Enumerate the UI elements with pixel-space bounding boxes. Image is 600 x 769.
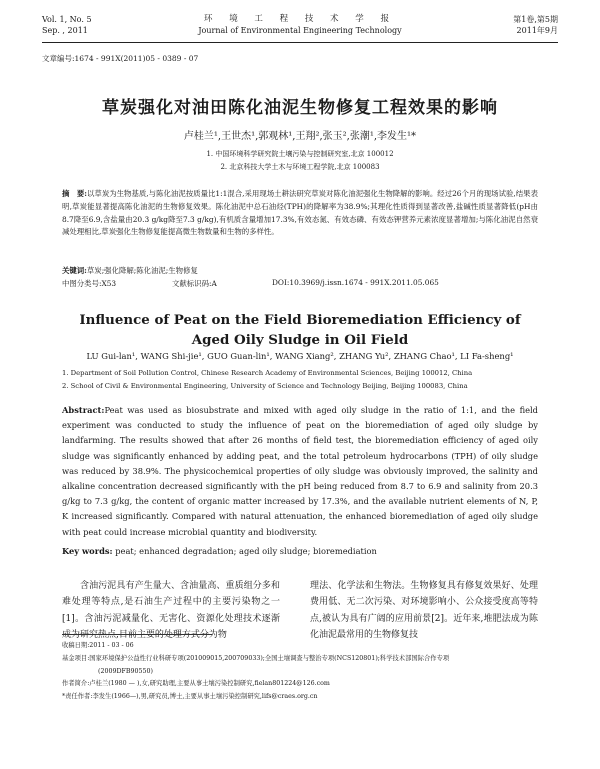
abstract-cn <box>62 188 538 239</box>
keywords-cn <box>62 265 538 276</box>
doi: DOI:10.3969/j.issn.1674 - 991X.2011.05.065 <box>272 278 439 287</box>
abstract-en-label: Abstract: <box>62 405 105 415</box>
body-column-right: 理法、化学法和生物法。生物修复具有修复效果好、处理费用低、无二次污染、对环境影响小、公众接受度高等特点,被认为具有广阔的应用前景[2]。近年来,堆肥法成为陈化油泥最常用的生物修复技 <box>310 581 538 641</box>
keywords-en <box>62 546 538 556</box>
header-date-cn: 2011年9月 <box>516 26 558 35</box>
page-title: 草炭强化对油田陈化油泥生物修复工程效果的影响 <box>102 98 498 117</box>
abstract-en-text: Peat was used as biosubstrate and mixed with aged oily sludge in the ratio of 1:1, and the field experiment was conducted to study the influence of peat on the bioremediation of aged oily sludge by landfarming. The results showed that after 26 months of field test, the bioremediation efficiency of aged oily sludge was significantly enhanced by adding peat, and the total petroleum hydrocarbons (TPH) of oily sludge was reduced by 38.9%. The physicochemical properties of oily sludge was obviously improved, the salinity and alkaline concentration decreased significantly with the pH being reduced from 8.7 to 6.9 and salinity from 20.3 g/kg to 7.3 g/kg, the content of organic matter increased by 17.3%, and the available nutrient elements of N, P, K increased significantly. Compared with natural attenuation, the enhanced bioremediation of aged oily sludge with peat could increase microbial quantity and biodiversity. <box>62 405 538 537</box>
affiliation-en-1: 1. Department of Soil Pollution Control, Chinese Research Academy of Environmental Sciences, Beijing 100012, China <box>62 369 473 377</box>
english-title-line-2: Aged Oily Sludge in Oil Field <box>191 332 409 348</box>
abstract-cn-text: 以草炭为生物基质,与陈化油泥按质量比1:1混合,采用现场土耕法研究草炭对陈化油泥强化生物降解的影响。经过26个月的现场试验,结果表明,草炭能显著提高陈化油泥的生物修复效果。陈化油泥中总石油烃(TPH)的降解率为38.9%;其理化性质得到显著改善,盐碱性质显著降低(pH由8.7降至6.9,含盐量由20.3 g/kg降至7.3 g/kg),有机质含量增加17.3%,有效态氮、有效态磷、有效态钾营养元素浓度显著增加;与陈化油泥自然衰减处理相比,草炭强化生物修复能提高微生物数量和生物的多样性。 <box>62 189 538 237</box>
footnote-author: 作者简介:卢桂兰(1980 — ),女,研究助理,主要从事土壤污染控制研究,fielan801224@126.com <box>62 680 330 688</box>
english-title-line-1: Influence of Peat on the Field Bioremediation Efficiency of <box>79 312 521 328</box>
abstract-en <box>62 403 538 540</box>
header-journal-en: Journal of Environmental Engineering Technology <box>198 26 402 35</box>
article-number: 文章编号:1674 - 991X(2011)05 - 0389 - 07 <box>42 54 199 63</box>
document-code: 文献标识码:A <box>172 279 217 288</box>
abstract-cn-label: 摘 要: <box>62 189 87 198</box>
header-volume: Vol. 1, No. 5 <box>42 15 92 24</box>
header-center <box>42 14 558 36</box>
header-rule <box>42 42 558 43</box>
footnote-rule <box>62 634 212 635</box>
affiliation-cn-1: 1. 中国环境科学研究院土壤污染与控制研究室,北京 100012 <box>206 150 394 158</box>
affiliation-en-2: 2. School of Civil & Environmental Engineering, University of Science and Technology Beijing, Beijing 100083, China <box>62 382 468 390</box>
footnote-fund: 基金项目:国家环境保护公益性行业科研专项(201009015,200709033);全国土壤调查与整治专项(NCS120801);科学技术部国际合作专项 <box>62 654 450 662</box>
author-list-cn: 卢桂兰¹,王世杰¹,郭观林¹,王翔²,张玉²,张潮¹,李发生¹* <box>183 131 417 142</box>
english-title <box>0 310 600 350</box>
body-column-left: 含油污泥具有产生量大、含油量高、重质组分多和难处理等特点,是石油生产过程中的主要污染物之一[1]。含油污泥减量化、无害化、资源化处理技术逐渐成为研究热点,目前主要的处理方式分为物 <box>62 581 280 641</box>
header-right <box>513 14 558 36</box>
clc-number: 中图分类号:X53 <box>62 279 117 288</box>
footnote-corresponding: *责任作者:李发生(1966—),男,研究员,博士,主要从事土壤污染控制研究,lifs@craes.org.cn <box>62 693 318 701</box>
keywords-en-text: peat; enhanced degradation; aged oily sludge; bioremediation <box>115 546 377 556</box>
keywords-en-label: Key words: <box>62 546 113 556</box>
footnote-fund-continued: (2009DFB90550) <box>98 667 154 675</box>
keywords-cn-text: 草炭;强化降解;陈化油泥;生物修复 <box>86 266 198 275</box>
affiliation-cn-2: 2. 北京科技大学土木与环境工程学院,北京 100083 <box>220 163 380 171</box>
footnote-received: 收稿日期:2011 - 03 - 06 <box>62 642 134 649</box>
footnotes <box>62 640 538 704</box>
keywords-cn-label: 关键词: <box>62 266 87 275</box>
header-volume-cn: 第1卷,第5期 <box>513 15 558 24</box>
header-date-en: Sep. , 2011 <box>42 26 88 35</box>
author-list-en: LU Gui-lan¹, WANG Shi-jie¹, GUO Guan-lin¹, WANG Xiang², ZHANG Yu², ZHANG Chao¹, LI Fa-sheng¹ <box>86 351 514 361</box>
header-journal-cn: 环 境 工 程 技 术 学 报 <box>204 14 396 24</box>
running-header <box>42 14 558 42</box>
